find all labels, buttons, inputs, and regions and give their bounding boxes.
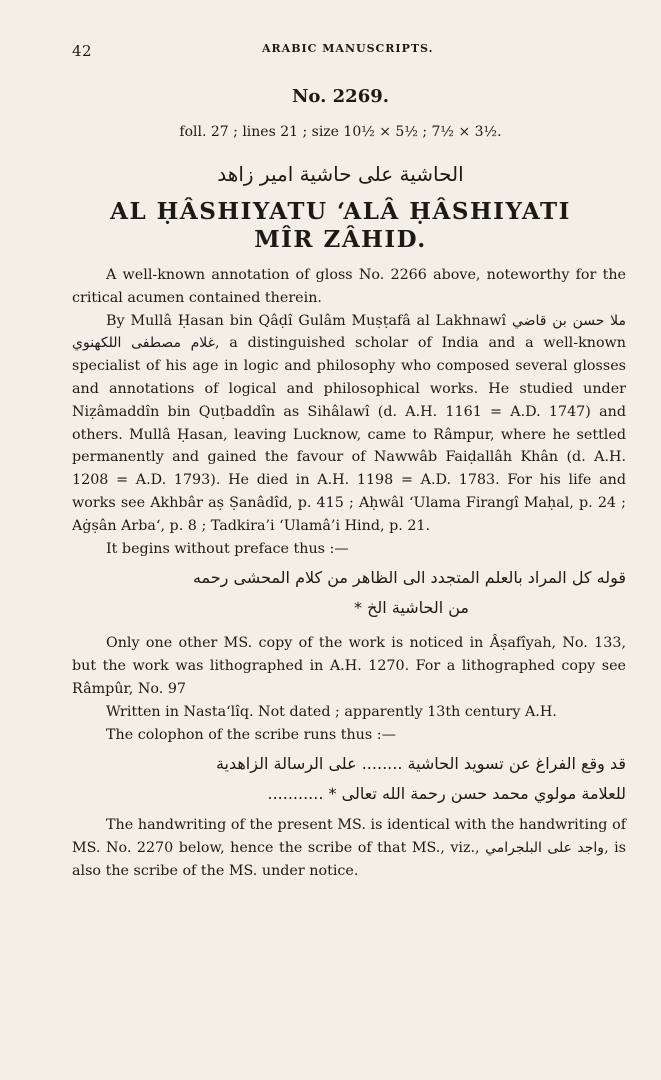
author-bio: , a distinguished scholar of India and a well-known specialist of his age in logic and philosophy who composed several glosses and annotations of logical and philosophical works. He studied under Niẓâmaddîn bin Quṭbaddîn as Sihâlawî (d. A.H. 1161 = A.D. 1747) and others. Mullâ Ḥasan, leaving Lucknow, came to Râmpur, where he settled permanently and gained the favour of Nawwâb Faiḍallâh Khân (d. A.H. 1208 = A.D. 1793). He died in A.H. 1198 = A.D. 1783. For his life and works see Akhbâr aṣ Ṣanâdîd, p. 415 ; Aḥwâl ‘Ulama Firangî Maḥal, p. 24 ; Aġṣân Arba‘, p. 8 ; Tadkira’i ‘Ulamâ’i Hind, p. 21.: [72, 335, 626, 534]
author-latin: By Mullâ Ḥasan bin Qâḍî Gulâm Muṣṭafâ al Lakhnawî: [106, 312, 507, 329]
paragraph-copies: Only one other MS. copy of the work is noticed in Âṣafîyah, No. 133, but the work was lithographed in A.H. 1270. For a lithographed copy see Râmpûr, No. 97: [72, 635, 626, 697]
collation: foll. 27 ; lines 21 ; size 10½ × 5½ ; 7½ × 3½.: [179, 124, 502, 140]
page-number: 42: [72, 42, 93, 60]
running-title: ARABIC MANUSCRIPTS.: [262, 42, 434, 55]
arabic-incipit-line-2: من الحاشية الخ *: [354, 598, 469, 618]
paragraph-scribe: [72, 814, 626, 882]
title-latin: [60, 198, 621, 254]
scribe-text-end: , is also the scribe of the MS. under notice.: [72, 840, 627, 879]
arabic-colophon-line-2: للعلامة مولوي محمد حسن رحمة الله تعالى * ...........: [267, 784, 626, 804]
author-arabic: ملا حسن بن قاضي غلام مصطفى اللكهنوي: [72, 312, 626, 352]
paragraph-begins: It begins without preface thus :—: [106, 540, 349, 557]
paragraph-description: A well-known annotation of gloss No. 2266 above, noteworthy for the critical acumen contained therein.: [72, 267, 626, 306]
paragraph-script: Written in Nasta‘lîq. Not dated ; apparently 13th century A.H.: [106, 703, 557, 720]
arabic-colophon-line-1: قد وقع الفراغ عن تسويد الحاشية ........ على الرسالة الزاهدية: [215, 754, 626, 774]
paragraph-colophon-intro: The colophon of the scribe runs thus :—: [106, 726, 396, 743]
body-text: [72, 264, 626, 883]
arabic-title: الحاشية على حاشية امير زاهد: [217, 162, 464, 186]
scribe-text: The handwriting of the present MS. is identical with the handwriting of MS. No. 2270 below, hence the scribe of that MS., viz.,: [72, 817, 626, 857]
entry-number: No. 2269.: [291, 86, 390, 107]
scribe-arabic: واجد على البلجرامي: [485, 840, 605, 857]
title-line-2: MÎR ZÂHID.: [254, 226, 427, 253]
paragraph-author: [72, 310, 626, 538]
title-line-1: AL ḤÂSHIYATU ‘ALÂ ḤÂSHIYATI: [110, 198, 571, 225]
arabic-incipit-line-1: قوله كل المراد بالعلم المتجدد الى الظاهر من كلام المحشى رحمه: [192, 568, 626, 588]
